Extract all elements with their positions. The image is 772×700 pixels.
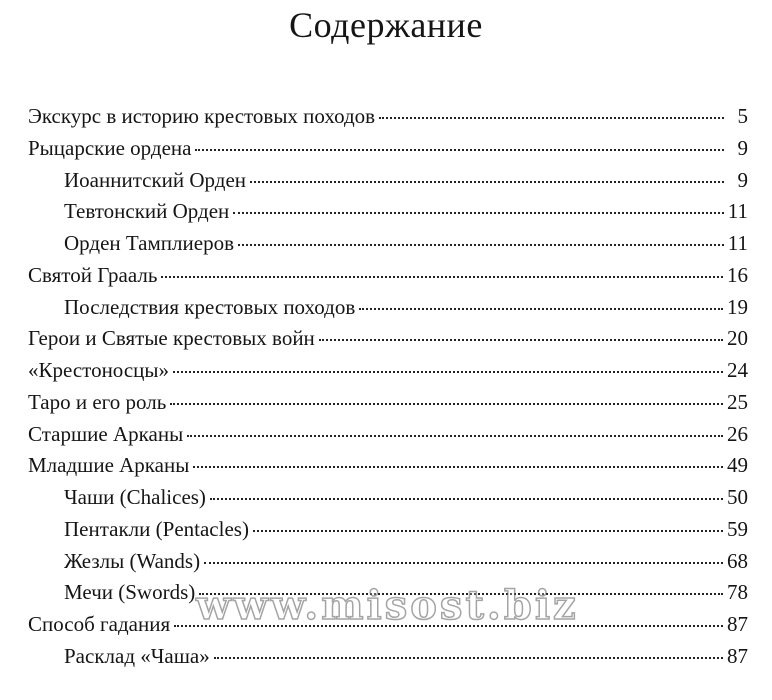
- toc-entry: [28, 422, 748, 454]
- toc-entry-title: Последствия крестовых походов: [64, 294, 356, 319]
- dot-leader: [210, 498, 723, 500]
- toc-entry: [28, 104, 748, 136]
- toc-entry: [28, 580, 748, 612]
- toc-entry: [28, 390, 748, 422]
- toc-entry: [28, 358, 748, 390]
- toc-entry-page-number: 87: [727, 643, 748, 668]
- toc-entry-page-number: 11: [727, 199, 748, 224]
- toc-entry: [28, 326, 748, 358]
- dot-leader: [170, 403, 723, 405]
- dot-leader: [238, 244, 724, 246]
- toc-entry-page-number: 78: [727, 580, 748, 605]
- dot-leader: [233, 212, 724, 214]
- toc-entry-title: Тевтонский Орден: [64, 199, 230, 224]
- toc-entry-page-number: 16: [727, 262, 748, 287]
- toc-entry-title: Расклад «Чаша»: [64, 643, 210, 668]
- toc-entry-title: Герои и Святые крестовых войн: [28, 326, 315, 351]
- page-title: Содержание: [289, 5, 483, 45]
- dot-leader: [173, 371, 723, 373]
- dot-leader: [195, 149, 724, 151]
- toc-entry-title: Иоаннитский Орден: [64, 167, 247, 192]
- table-of-contents: [28, 104, 748, 676]
- toc-entry-title: Святой Грааль: [28, 262, 158, 287]
- toc-entry-title: Чаши (Chalices): [64, 485, 206, 509]
- toc-entry-page-number: 50: [727, 485, 748, 509]
- toc-entry-title: Способ гадания: [28, 612, 171, 636]
- dot-leader: [193, 466, 723, 468]
- dot-leader: [187, 435, 723, 437]
- toc-entry: [28, 295, 748, 327]
- toc-entry-page-number: 11: [727, 231, 748, 255]
- toc-entry-title: Жезлы (Wands): [64, 548, 201, 573]
- toc-entry: [28, 549, 748, 581]
- toc-entry: [28, 136, 748, 168]
- dot-leader: [199, 593, 723, 595]
- toc-entry: [28, 644, 748, 676]
- toc-entry-title: «Крестоносцы»: [28, 358, 170, 382]
- toc-entry-page-number: 87: [727, 612, 748, 636]
- toc-entry-page-number: 9: [737, 167, 748, 192]
- toc-entry-page-number: 68: [727, 548, 748, 573]
- toc-entry: [28, 453, 748, 485]
- toc-entry: [28, 612, 748, 644]
- toc-entry: [28, 485, 748, 517]
- toc-entry-page-number: 20: [727, 326, 748, 351]
- toc-entry-title: Рыцарские ордена: [28, 135, 192, 160]
- dot-leader: [250, 181, 724, 183]
- dot-leader: [161, 276, 723, 278]
- toc-entry-page-number: 19: [727, 294, 748, 319]
- toc-entry-page-number: 5: [737, 104, 748, 128]
- toc-entry-page-number: 59: [727, 516, 748, 541]
- dot-leader: [214, 657, 723, 659]
- toc-entry-page-number: 49: [727, 453, 748, 478]
- watermark: www.misost.biz: [196, 582, 579, 629]
- dot-leader: [359, 308, 723, 310]
- toc-entry-title: Экскурс в историю крестовых походов: [28, 104, 376, 128]
- toc-entry-title: Орден Тамплиеров: [64, 231, 234, 255]
- dot-leader: [319, 339, 723, 341]
- toc-entry: [28, 199, 748, 231]
- toc-entry-title: Мечи (Swords): [64, 580, 196, 605]
- toc-entry: [28, 263, 748, 295]
- toc-entry-page-number: 25: [727, 389, 748, 414]
- toc-entry: [28, 231, 748, 263]
- toc-entry: [28, 517, 748, 549]
- toc-entry-title: Старшие Арканы: [28, 421, 184, 446]
- dot-leader: [204, 562, 723, 564]
- dot-leader: [379, 117, 724, 119]
- toc-entry-page-number: 9: [737, 135, 748, 160]
- toc-entry-title: Пентакли (Pentacles): [64, 516, 249, 541]
- toc-entry: [28, 168, 748, 200]
- toc-entry-title: Младшие Арканы: [28, 453, 190, 478]
- dot-leader: [253, 530, 723, 532]
- toc-entry-page-number: 26: [727, 421, 748, 446]
- dot-leader: [174, 625, 723, 627]
- toc-entry-page-number: 24: [727, 358, 748, 382]
- toc-entry-title: Таро и его роль: [28, 389, 167, 414]
